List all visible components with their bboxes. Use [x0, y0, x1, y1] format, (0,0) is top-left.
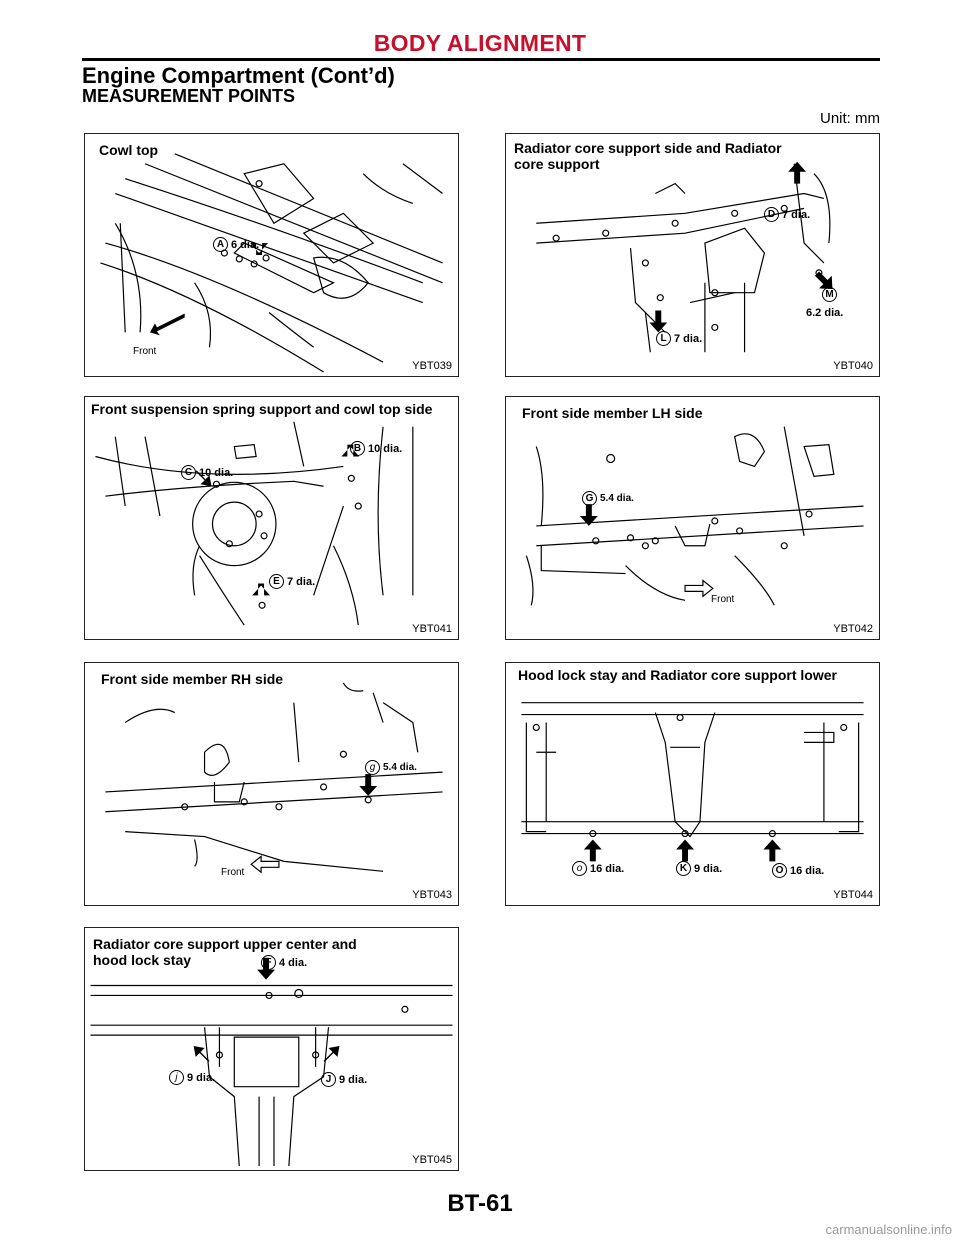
point-letter-icon: M [822, 287, 837, 302]
point-letter-icon: F [261, 955, 276, 970]
point-label [572, 861, 624, 876]
point-label [321, 1072, 367, 1087]
point-label [772, 863, 824, 878]
point-letter-icon: A [213, 237, 228, 252]
figure-hood-lock-stay-lower [505, 662, 880, 906]
cowl-top-drawing [85, 134, 458, 376]
point-label [350, 441, 402, 456]
panel-title: Front suspension spring support and cowl top side [91, 401, 433, 417]
figure-front-suspension-spring-support [84, 396, 459, 640]
point-size: 7 dia. [287, 575, 316, 588]
figure-code: YBT040 [833, 360, 873, 372]
figure-code: YBT041 [412, 623, 452, 635]
front-side-member-lh-drawing [506, 397, 879, 639]
point-label [365, 760, 417, 775]
point-label [181, 465, 233, 480]
point-label [261, 955, 307, 970]
front-label: Front [133, 346, 157, 357]
point-size: 9 dia. [187, 1071, 216, 1084]
panel-title: Hood lock stay and Radiator core support lower [518, 667, 837, 683]
page-number: BT-61 [447, 1190, 513, 1217]
front-label: Front [711, 594, 735, 605]
point-size: 10 dia. [368, 442, 403, 455]
point-letter-icon: L [656, 331, 671, 346]
point-size: 9 dia. [339, 1073, 368, 1086]
figure-code: YBT042 [833, 623, 873, 635]
watermark: carmanualsonline.info [825, 1222, 952, 1237]
point-letter-icon: E [269, 574, 284, 589]
figure-radiator-core-support-upper-center [84, 927, 459, 1171]
header-subtitle: Engine Compartment (Cont’d) [82, 63, 395, 88]
point-label [169, 1070, 215, 1085]
unit-label: Unit: mm [820, 110, 880, 127]
point-letter-icon: j [169, 1070, 184, 1085]
point-size: 6 dia. [231, 238, 260, 251]
point-label [676, 861, 722, 876]
point-size: 6.2 dia. [806, 307, 844, 319]
figure-code: YBT045 [412, 1154, 452, 1166]
point-label [269, 574, 315, 589]
point-size: 16 dia. [590, 862, 625, 875]
point-label [764, 207, 810, 222]
point-letter-icon: o [572, 861, 587, 876]
point-letter-icon: G [582, 491, 597, 506]
figure-cowl-top [84, 133, 459, 377]
header-rule [82, 58, 880, 61]
panel-title: Front side member RH side [101, 671, 284, 687]
panel-title: Cowl top [99, 142, 159, 158]
point-letter-icon: g [365, 760, 380, 775]
header-title: BODY ALIGNMENT [373, 30, 587, 56]
point-letter-icon: C [181, 465, 196, 480]
figure-radiator-core-support-side [505, 133, 880, 377]
point-size: 10 dia. [199, 466, 234, 479]
section-title: MEASUREMENT POINTS [82, 86, 296, 106]
point-letter-icon: D [764, 207, 779, 222]
panel-title: Front side member LH side [522, 405, 703, 421]
point-label [822, 287, 840, 302]
front-side-member-rh-drawing [85, 663, 458, 905]
point-label [582, 491, 634, 506]
figure-code: YBT039 [412, 360, 452, 372]
figure-front-side-member-rh [84, 662, 459, 906]
point-size: 7 dia. [674, 332, 703, 345]
point-letter-icon: B [350, 441, 365, 456]
point-size: 7 dia. [782, 208, 811, 221]
point-size: 4 dia. [279, 956, 308, 969]
point-size: 16 dia. [790, 864, 825, 877]
point-letter-icon: K [676, 861, 691, 876]
point-letter-icon: O [772, 863, 787, 878]
panel-title: Radiator core support side and Radiator core support [514, 140, 782, 172]
panel-title: Radiator core support upper center and hood lock stay [93, 936, 357, 968]
front-suspension-drawing [85, 397, 458, 639]
point-size: 5.4 dia. [600, 493, 634, 504]
point-label [213, 237, 259, 252]
front-label: Front [221, 867, 245, 878]
point-letter-icon: J [321, 1072, 336, 1087]
point-label [656, 331, 702, 346]
point-size: 5.4 dia. [383, 762, 417, 773]
point-size-label [806, 307, 843, 319]
figure-front-side-member-lh [505, 396, 880, 640]
figure-code: YBT043 [412, 889, 452, 901]
point-size: 9 dia. [694, 862, 723, 875]
figure-code: YBT044 [833, 889, 873, 901]
